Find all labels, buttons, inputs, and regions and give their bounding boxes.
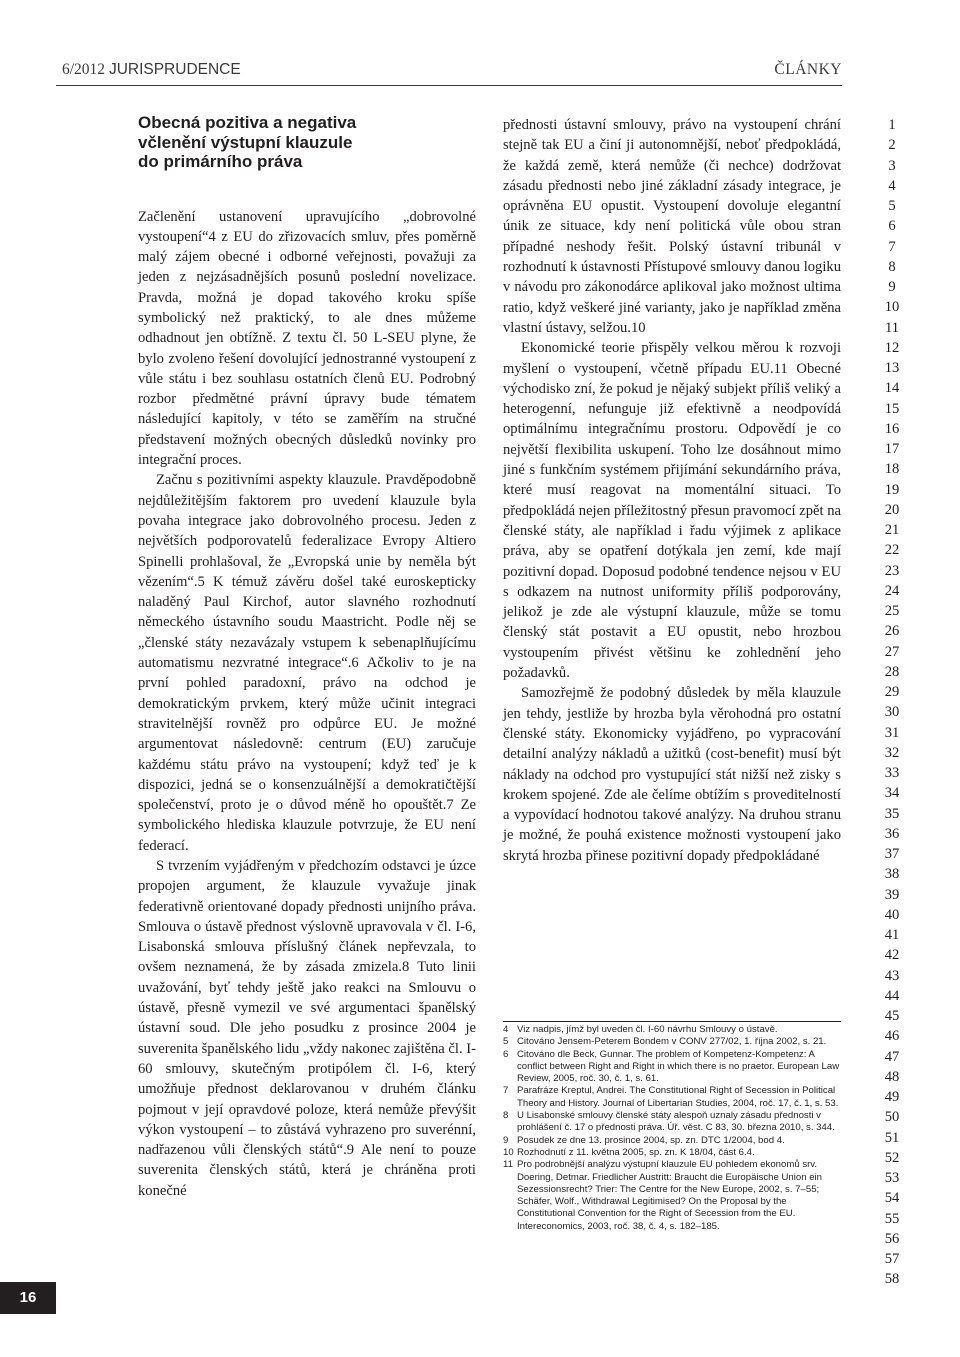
paragraph: přednosti ústavní smlouvy, právo na vystoupení chrání stejně tak EU a činí ji autonomnější, neboť předpokládá, že každá země, která nemůže (či nechce) dodržovat zásadu přednosti nebo jiné základní zásady integrace, je oprávněna EU opustit. Vystoupení dovoluje elegantní únik ze situace, kdy není politická vůle obou stran případné neshody řešit. Polský ústavní tribunál v rozhodnutí k ústavnosti Přístupové smlouvy danou logiku v návodu pro zákonodárce aplikoval jako možnost ultima ratio, když veškeré jiné varianty, jako je například změna vlastní ústavy, selžou.10	[503, 117, 841, 336]
footnote	[503, 1024, 841, 1036]
left-column	[138, 113, 476, 1201]
line-number: 28	[884, 663, 900, 680]
paragraph: Začnu s pozitivními aspekty klauzule. Pravděpodobně nejdůležitějším faktorem pro uvedení klauzule byla povaha integrace jako dobrovolného procesu. Jeden z největších podporovatelů federalizace Evropy Altiero Spinelli prohlašoval, že „Evropská unie by neměla být vězením“.5 K témuž závěru došel také euroskepticky naladěný Paul Kirchof, autor slavného rozhodnutí německého ústavního soudu Maastricht. Podle něj se „členské státy nezavázaly vstupem k sebenaplňujícímu automatismu nezvratné integrace“.6 Ačkoliv to je na první pohled paradoxní, právo na odchod je demokratickým prvkem, který může učinit integraci stravitelnější rovněž pro odpůrce EU. Je možné argumentovat následovně: centrum (EU) zaručuje každému státu právo na vystoupení; když teď je k dispozici, jedná se o konsenzuálnější a demokratičtější společenství, proto je o důvod méně ho opouštět.7 Ze symbolického hlediska klauzule potvrzuje, že EU není federací.	[138, 472, 476, 854]
footnote-number: 5	[503, 1036, 509, 1048]
line-number: 50	[884, 1109, 900, 1126]
footnotes	[503, 1021, 841, 1233]
title-line: Obecná pozitiva a negativa	[138, 113, 357, 132]
line-number: 52	[884, 1149, 900, 1166]
line-number: 33	[884, 765, 900, 781]
line-number: 29	[884, 684, 900, 700]
line-number: 2	[888, 137, 896, 154]
line-number: 34	[884, 785, 900, 802]
line-number: 53	[884, 1170, 900, 1186]
line-numbers	[872, 115, 912, 1290]
footnote-number: 8	[503, 1110, 509, 1122]
line-number: 18	[884, 461, 900, 478]
line-number: 8	[888, 258, 896, 275]
line-number: 25	[884, 603, 900, 619]
line-number: 38	[884, 866, 900, 883]
footnote-text: Rozhodnutí z 11. května 2005, sp. zn. K 18/04, část 6.4.	[517, 1146, 755, 1158]
line-number: 40	[884, 906, 900, 923]
footnote-number: 4	[503, 1024, 509, 1035]
footnote-number: 10	[503, 1146, 514, 1158]
line-number: 32	[884, 744, 900, 761]
paragraph: Samozřejmě že podobný důsledek by měla klauzule jen tehdy, jestliže by hrozba byla věrohodná pro ostatní členské státy. Ekonomicky vyjádřeno, po vypracování detailní analýzy nákladů a užitků (cost-benefit) musí být náklady na odchod pro vystupující stát nižší než zisky s krokem spojené. Zde ale čelíme obtížím s proveditelností a vypovídací hodnotou takové analýzy. Na druhou stranu je možné, že pouhá existence možnosti vystoupení jako skrytá hrozba přinese pozitivní dopady předpokládané	[503, 685, 841, 864]
line-number: 23	[884, 562, 900, 579]
line-number: 54	[884, 1190, 900, 1207]
line-number: 12	[884, 339, 900, 356]
page-number: 16	[0, 1282, 56, 1314]
paragraph: S tvrzením vyjádřeným v předchozím odstavci je úzce propojen argument, že klauzule vyvažuje jinak federativně orientované dopady přednosti unijního práva. Smlouva o ústavě přednost výslovně upravovala v čl. I-6, Lisabonská smlouva příslušný článek nepřevzala, to ovšem neznamená, že by zásada zmizela.8 Tuto linii uvažování, byť tehdy ještě jako reakci na Smlouvu o ústavě, přesně vymezil ve své argumentaci španělský ústavní soud. Dle jeho posudku z prosince 2004 je suverenita španělského lidu „vždy nakonec zajištěna čl. I-60 smlouvy, skutečným protipólem čl. I-6, který umožňuje přednost deklarovanou v druhém článku pojmout v její opravdové poloze, která nemůže převýšit výkon vystoupení – to zůstává vyhrazeno pro suverénní, nadřazenou vůli členských států“.9 Ale není to pouze suverenita členských států, která je chráněna proti konečné	[138, 858, 476, 1199]
right-column	[503, 115, 841, 866]
footnote-text: Citováno dle Beck, Gunnar. The problem of Kompetenz-Kompetenz: A conflict between Right and Right in which there is no praetor. European Law Review, 2005, roč. 30, č. 1, s. 61.	[517, 1048, 840, 1085]
paragraph: Ekonomické teorie přispěly velkou měrou k rozvoji myšlení o vystoupení, včetně případu EU.11 Obecné východisko zní, že pokud je nějaký subjekt příliš veliký a heterogenní, nefunguje již efektivně a neodpovídá optimálnímu integračnímu prostoru. Odpovědí je co největší flexibilita uskupení. Toho lze dosáhnout mimo jiné s funkčním systémem přijímání sekundárního práva, které musí reagovat na momentální situaci. To předpokládá nejen příležitostný přesun pravomocí zpět na členské státy, ale například i řadu výjimek z aplikace práva, aby se opatření dotýkala jen zemí, kde mají pozitivní dopad. Doposud podobné tendence nejsou v EU s odkazem na nutnost uniformity příliš podporovány, jelikož je zde ale výstupní klauzule, může se tomu členský stát postavit a EU opustit, nebo hrozbou vystoupením přivést většinu ke zohlednění jeho požadavků.	[503, 340, 841, 682]
footnote	[503, 1135, 841, 1147]
line-number: 16	[884, 420, 900, 437]
line-number: 27	[884, 643, 900, 660]
footnote-text: Citováno Jensem-Peterem Bondem v CONV 277/02, 1. října 2002, s. 21.	[517, 1036, 827, 1048]
line-number: 49	[884, 1089, 900, 1105]
line-number: 15	[884, 400, 900, 417]
line-number: 48	[884, 1068, 900, 1085]
line-number: 46	[884, 1028, 900, 1045]
footnote	[503, 1159, 841, 1233]
header-left	[62, 61, 241, 79]
line-number: 26	[884, 623, 900, 640]
line-number: 13	[884, 360, 900, 376]
line-number: 9	[888, 279, 896, 295]
footnote	[503, 1085, 841, 1110]
line-number: 55	[884, 1210, 900, 1227]
line-number: 35	[884, 805, 900, 822]
line-number: 44	[884, 987, 900, 1004]
line-number: 36	[884, 825, 900, 842]
line-number: 51	[884, 1129, 900, 1146]
title-line: do primárního práva	[138, 152, 303, 171]
line-number: 31	[884, 724, 900, 741]
footnote-number: 9	[503, 1134, 509, 1146]
journal-name: JURISPRUDENCE	[108, 61, 241, 78]
line-number: 10	[884, 299, 900, 316]
line-number: 22	[884, 542, 900, 559]
line-number: 30	[884, 704, 900, 721]
line-number: 17	[884, 441, 900, 457]
footnote-number: 6	[503, 1048, 509, 1060]
footnote	[503, 1110, 841, 1135]
line-number: 21	[884, 522, 900, 538]
footnote	[503, 1147, 841, 1159]
article-title	[138, 113, 476, 172]
paragraph: Začlenění ustanovení upravujícího „dobrovolné vystoupení“4 z EU do zřizovacích smluv, přes poměrně malý zájem obecné i odborné veřejnosti, považuji za jeden z nejzásadnějších posunů poslední novelizace. Pravda, možná je dopad takového kroku spíše symbolický než praktický, to ale dnes můžeme odhadnout jen obtížně. Z textu čl. 50 L-SEU plyne, že bylo zvoleno řešení dovolující jednostranné vystoupení z vůle státu i bez souhlasu ostatních členů EU. Podrobný rozbor předmětné právní úpravy bude tématem následující kapitoly, v této se zaměřím na stručné představení možných obecných důsledků novinky pro integrační proces.	[138, 208, 476, 469]
running-header	[56, 59, 842, 86]
line-number: 11	[884, 319, 900, 336]
footnote-text: U Lisabonské smlouvy členské státy alespoň uznaly zásadu přednosti v prohlášení č. 17 o přednosti práva. Úř. věst. C 83, 30. března 2010, s. 344.	[517, 1110, 835, 1134]
footnote-text: Posudek ze dne 13. prosince 2004, sp. zn. DTC 1/2004, bod 4.	[517, 1134, 785, 1146]
line-number: 42	[884, 947, 900, 964]
line-number: 39	[884, 886, 900, 903]
line-number: 58	[884, 1271, 900, 1288]
line-number: 57	[884, 1251, 900, 1267]
line-number: 45	[884, 1008, 900, 1024]
line-number: 7	[888, 238, 896, 255]
footnote-number: 7	[503, 1085, 509, 1097]
issue-number: 6/2012	[62, 61, 106, 78]
section-name: ČLÁNKY	[774, 61, 842, 78]
footnote-text: Parafráze Kreptul, Andrei. The Constitutional Right of Secession in Political Theory and History. Journal of Libertarian Studies, 2004, roč. 17, č. 1, s. 53.	[517, 1085, 839, 1109]
line-number: 41	[884, 927, 900, 943]
footnote	[503, 1049, 841, 1086]
line-number: 56	[884, 1230, 900, 1247]
footnote-number: 11	[503, 1159, 513, 1171]
line-number: 1	[888, 117, 896, 133]
line-number: 4	[888, 177, 896, 194]
line-number: 5	[888, 198, 896, 214]
footnote-text: Pro podrobnější analýzu výstupní klauzule EU pohledem ekonomů srv. Doering, Detmar. Friedlicher Austritt: Braucht die Europäische Union ein Sezessionsrecht? Trier: The Centre for the New Europe, 2002, s. 7–55; Schäfer, Wolf., Withdrawal Legitimised? On the Proposal by the Constitutional Convention for the Right of Secession from the EU. Intereconomics, 2003, roč. 38, č. 4, s. 182–185.	[517, 1159, 823, 1232]
line-number: 43	[884, 967, 900, 984]
line-number: 37	[884, 846, 900, 862]
line-number: 6	[888, 218, 896, 235]
title-line: včlenění výstupní klauzule	[138, 132, 353, 152]
line-number: 24	[884, 582, 900, 599]
footnote	[503, 1036, 841, 1048]
line-number: 20	[884, 501, 900, 518]
line-number: 3	[888, 157, 896, 174]
line-number: 19	[884, 481, 900, 498]
line-number: 47	[884, 1048, 900, 1065]
line-number: 14	[884, 380, 900, 397]
footnote-text: Viz nadpis, jímž byl uveden čl. I-60 návrhu Smlouvy o ústavě.	[517, 1024, 778, 1035]
